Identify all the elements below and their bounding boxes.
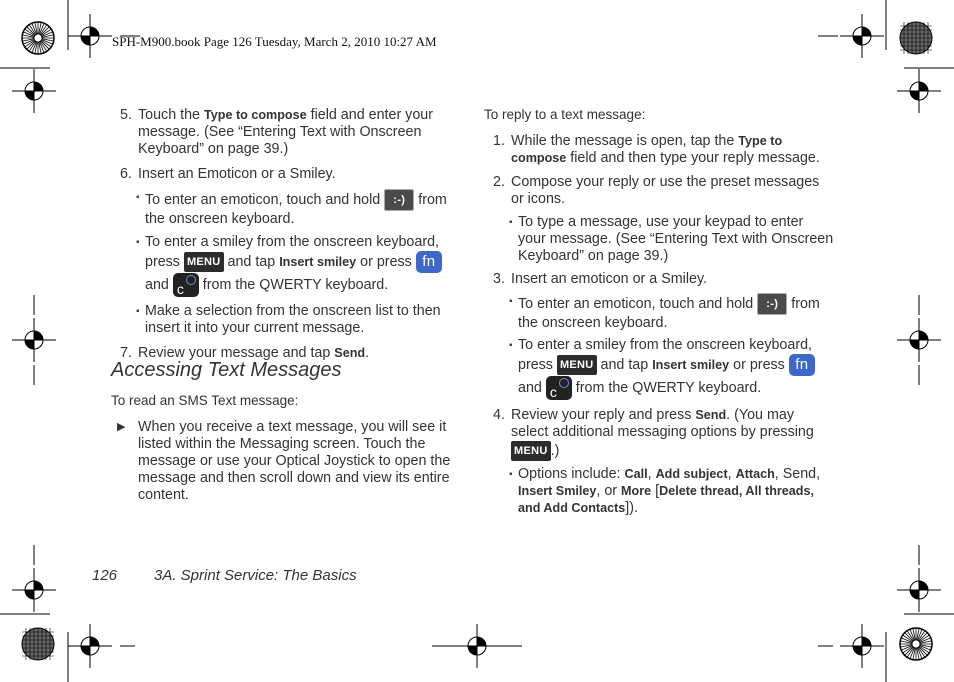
step-1: 1. While the message is open, tap the Type to compose field and then type your reply message. bbox=[493, 133, 820, 166]
menu-key-icon: MENU bbox=[184, 252, 224, 272]
bullet-smiley: ▪ To enter a smiley from the onscreen keyboard, press MENU and tap Insert smiley or press fn and c from the QWERTY keyboard. bbox=[137, 234, 462, 297]
smiley-face-icon bbox=[559, 378, 569, 388]
bullet-options: ▪ Options include: Call, Add subject, Attach, Send, Insert Smiley, or More [Delete thread, All threads, and Add Contacts]). bbox=[510, 466, 835, 517]
arrow-icon: ▶ bbox=[117, 421, 126, 433]
bullet-emoticon: ▪ To enter an emoticon, touch and hold :-) from the onscreen keyboard. bbox=[510, 293, 835, 332]
right-column bbox=[485, 133, 835, 517]
read-sms-item: ▶ When you receive a text message, you will see it listed within the Messaging screen. Touch the message or use your Optical Joystick to open the message and then scroll down and view its entire content. bbox=[117, 419, 451, 503]
menu-key-icon: MENU bbox=[511, 441, 551, 461]
fn-key-icon: fn bbox=[789, 354, 815, 376]
bullet-emoticon: ▪ To enter an emoticon, touch and hold :-) from the onscreen keyboard. bbox=[137, 189, 462, 228]
c-key-icon: c bbox=[173, 273, 199, 297]
bullet-selection: ▪ Make a selection from the onscreen list to then insert it into your current message. bbox=[137, 303, 462, 337]
step-4: 4. Review your reply and press Send. (You may select additional messaging options by pressing MENU .) bbox=[485, 407, 835, 461]
read-sms-subhead: To read an SMS Text message: bbox=[111, 393, 299, 408]
insert-smiley-label: Insert smiley bbox=[652, 357, 730, 372]
step-3: 3. Insert an emoticon or a Smiley. bbox=[493, 271, 708, 287]
section-title: Accessing Text Messages bbox=[111, 359, 342, 381]
send-label: Send bbox=[334, 346, 366, 360]
smiley-face-icon bbox=[186, 275, 196, 285]
left-column bbox=[112, 107, 462, 362]
page-number: 126 bbox=[92, 567, 118, 584]
reply-subhead: To reply to a text message: bbox=[484, 107, 646, 122]
bullet-smiley: ▪ To enter a smiley from the onscreen keyboard, press MENU and tap Insert smiley or press fn and c from the QWERTY keyboard. bbox=[510, 337, 835, 400]
type-to-compose-label: Type to compose bbox=[203, 108, 307, 122]
send-label: Send bbox=[695, 408, 727, 422]
insert-smiley-label: Insert smiley bbox=[279, 254, 357, 269]
smiley-key-icon: :-) bbox=[757, 293, 787, 315]
fn-key-icon: fn bbox=[416, 251, 442, 273]
bullet-type-message: ▪ To type a message, use your keypad to enter your message. (See “Entering Text with Onscreen Keyboard” on page 39.) bbox=[510, 214, 835, 265]
smiley-key-icon: :-) bbox=[384, 189, 414, 211]
menu-key-icon: MENU bbox=[557, 355, 597, 375]
type-to-compose-label: Type to compose bbox=[511, 134, 783, 165]
step-2: 2. Compose your reply or use the preset messages or icons. bbox=[493, 174, 820, 207]
step-7: 7. Review your message and tap Send. bbox=[120, 345, 370, 361]
book-header: SPH-M900.book Page 126 Tuesday, March 2, 2010 10:27 AM bbox=[112, 34, 437, 49]
chapter-title: 3A. Sprint Service: The Basics bbox=[154, 567, 357, 584]
c-key-icon: c bbox=[546, 376, 572, 400]
step-5: 5. Touch the Type to compose field and enter your message. (See “Entering Text with Onscreen Keyboard” on page 39.) bbox=[120, 107, 433, 157]
step-6: 6. Insert an Emoticon or a Smiley. bbox=[120, 166, 336, 182]
